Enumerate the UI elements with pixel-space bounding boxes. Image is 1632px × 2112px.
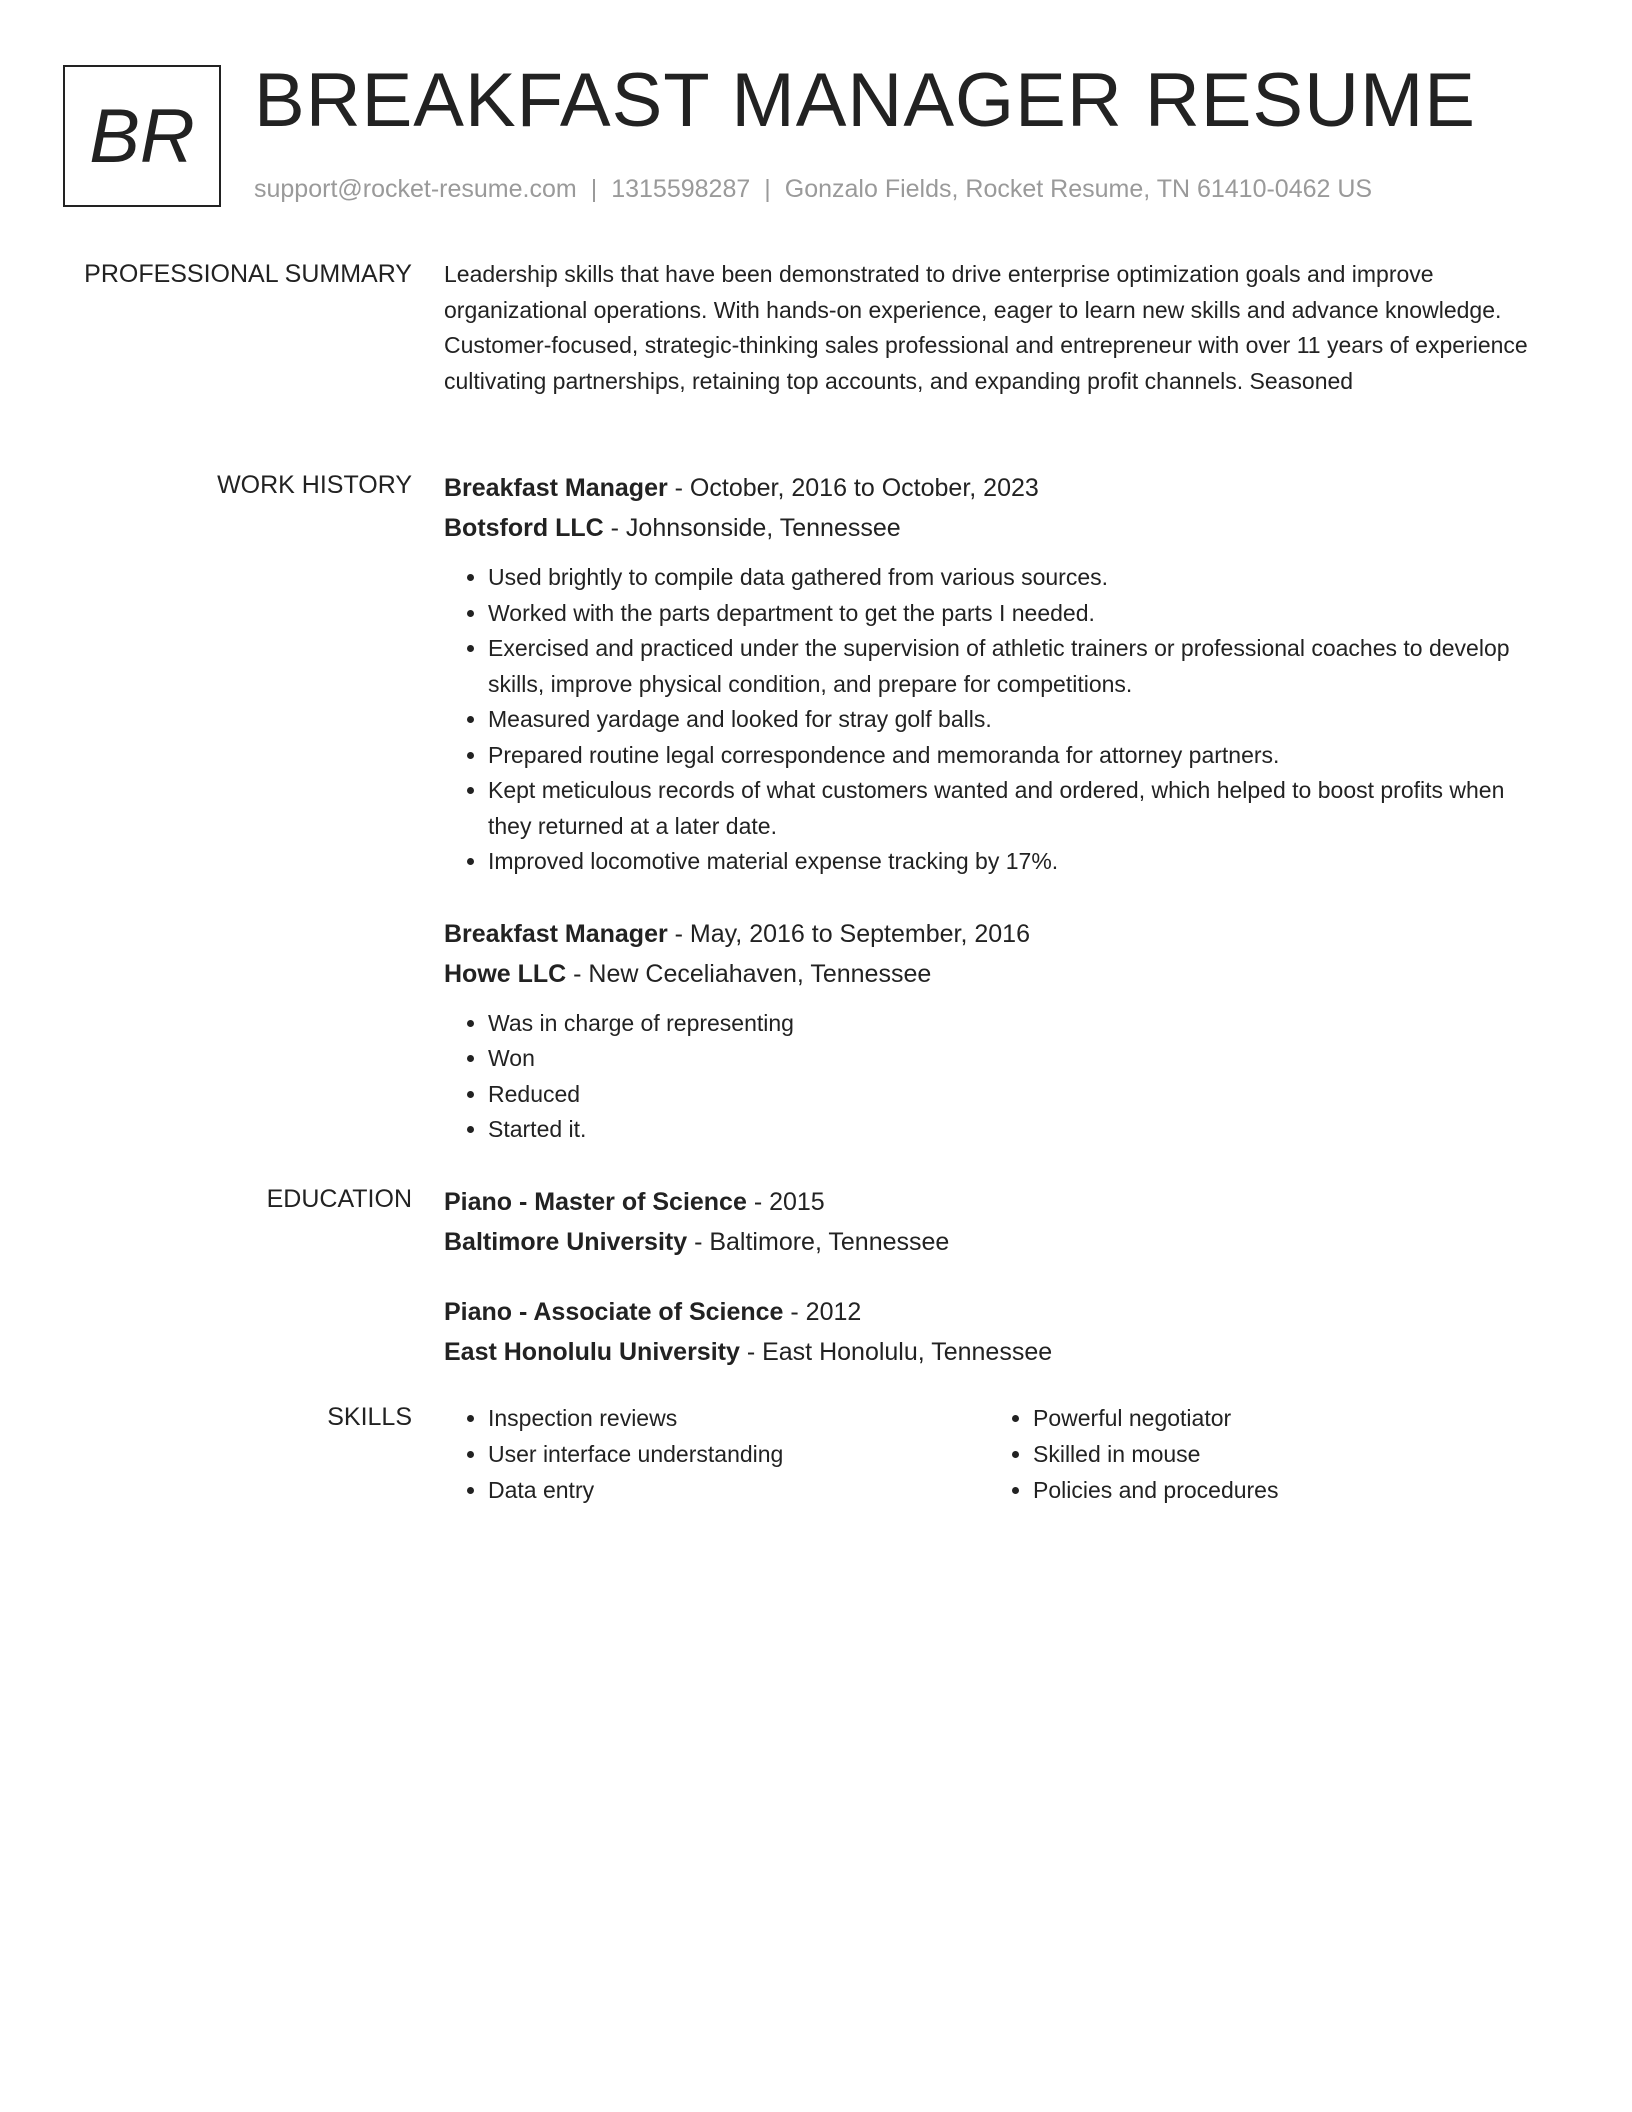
education-degree: Piano - Master of Science bbox=[444, 1188, 747, 1216]
skill-item: • Skilled in mouse bbox=[1033, 1436, 1534, 1472]
work-body bbox=[444, 468, 1534, 1182]
job-dates: - October, 2016 to October, 2023 bbox=[667, 474, 1039, 502]
job-company: Botsford LLC bbox=[444, 514, 604, 542]
education-degree-line bbox=[444, 1292, 1534, 1332]
education-degree: Piano - Associate of Science bbox=[444, 1298, 784, 1326]
skills-column bbox=[444, 1400, 989, 1508]
contact-email: support@rocket-resume.com bbox=[254, 175, 577, 203]
education-body bbox=[444, 1182, 1534, 1402]
education-entry bbox=[444, 1292, 1534, 1372]
summary-body bbox=[444, 257, 1534, 399]
contact-separator: | bbox=[590, 175, 598, 203]
education-school-line bbox=[444, 1332, 1534, 1372]
list-item: • Started it. bbox=[488, 1112, 1534, 1148]
list-item: • Exercised and practiced under the supervision of athletic trainers or professional coaches to develop skills, improve physical condition, and prepare for competitions. bbox=[488, 631, 1534, 702]
job-entry bbox=[444, 914, 1534, 1148]
education-location: - Baltimore, Tennessee bbox=[687, 1228, 950, 1256]
list-item: • Measured yardage and looked for stray golf balls. bbox=[488, 702, 1534, 738]
skill-item: • User interface understanding bbox=[488, 1436, 989, 1472]
job-location: - New Ceceliahaven, Tennessee bbox=[566, 959, 932, 988]
list-item: • Worked with the parts department to get the parts I needed. bbox=[488, 596, 1534, 632]
job-role: Breakfast Manager bbox=[444, 474, 668, 502]
skill-item: • Powerful negotiator bbox=[1033, 1400, 1534, 1436]
job-title-line bbox=[444, 914, 1534, 954]
list-item: • Was in charge of representing bbox=[488, 1006, 1534, 1042]
education-year: - 2015 bbox=[746, 1188, 825, 1216]
education-degree-line bbox=[444, 1182, 1534, 1222]
section-title-summary: PROFESSIONAL SUMMARY bbox=[84, 260, 412, 288]
job-company-line bbox=[444, 954, 1534, 994]
skill-item: • Inspection reviews bbox=[488, 1400, 989, 1436]
job-dates: - May, 2016 to September, 2016 bbox=[667, 919, 1030, 948]
education-entry bbox=[444, 1182, 1534, 1262]
job-bullets bbox=[444, 560, 1534, 880]
contact-phone: 1315598287 bbox=[611, 175, 751, 203]
list-item: • Kept meticulous records of what customers wanted and ordered, which helped to boost profits when they returned at a later date. bbox=[488, 773, 1534, 844]
summary-text: Leadership skills that have been demonstrated to drive enterprise optimization goals and improve organizational operations. With hands-on experience, eager to learn new skills and advance knowledge. Customer-focused, strategic-thinking sales professional and entrepreneur with over 11 years of experience cultivating partnerships, retaining top accounts, and expanding profit channels. Seasoned bbox=[444, 261, 1528, 394]
skill-item: • Data entry bbox=[488, 1472, 989, 1508]
education-location: - East Honolulu, Tennessee bbox=[739, 1338, 1053, 1366]
job-company-line bbox=[444, 508, 1534, 548]
education-school-line bbox=[444, 1222, 1534, 1262]
skills-grid bbox=[444, 1400, 1534, 1508]
education-year: - 2012 bbox=[783, 1298, 862, 1326]
list-item: • Prepared routine legal correspondence and memoranda for attorney partners. bbox=[488, 738, 1534, 774]
job-role: Breakfast Manager bbox=[444, 919, 668, 948]
contact-line bbox=[254, 172, 1372, 206]
job-company: Howe LLC bbox=[444, 959, 567, 988]
education-school: Baltimore University bbox=[444, 1228, 688, 1256]
list-item: • Won bbox=[488, 1041, 1534, 1077]
education-school: East Honolulu University bbox=[444, 1338, 740, 1366]
contact-address: Gonzalo Fields, Rocket Resume, TN 61410-0462 US bbox=[784, 175, 1373, 203]
skills-column bbox=[989, 1400, 1534, 1508]
section-title-work: WORK HISTORY bbox=[217, 471, 412, 499]
monogram-badge: BR bbox=[63, 65, 221, 207]
list-item: • Used brightly to compile data gathered from various sources. bbox=[488, 560, 1534, 596]
section-title-skills: SKILLS bbox=[327, 1403, 412, 1431]
contact-separator: | bbox=[764, 175, 771, 203]
list-item: • Improved locomotive material expense tracking by 17%. bbox=[488, 844, 1534, 880]
job-entry bbox=[444, 468, 1534, 880]
job-bullets bbox=[444, 1006, 1534, 1148]
section-title-education: EDUCATION bbox=[266, 1185, 412, 1213]
job-location: - Johnsonside, Tennessee bbox=[603, 514, 901, 542]
skill-item: • Policies and procedures bbox=[1033, 1472, 1534, 1508]
page-title: BREAKFAST MANAGER RESUME bbox=[254, 58, 1476, 143]
skills-body bbox=[444, 1400, 1534, 1508]
job-title-line bbox=[444, 468, 1534, 508]
list-item: • Reduced bbox=[488, 1077, 1534, 1113]
